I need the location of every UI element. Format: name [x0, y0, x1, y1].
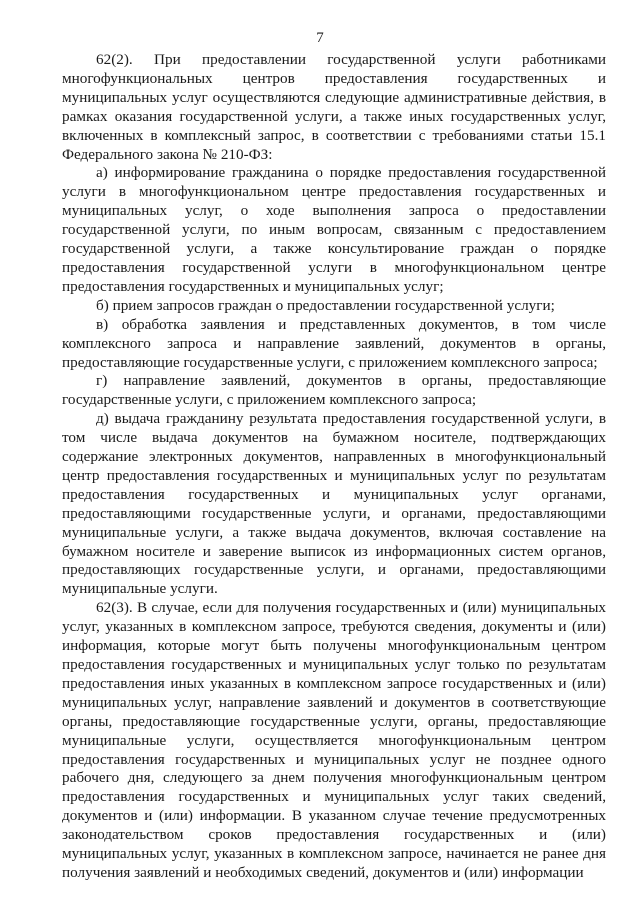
- document-body: [62, 51, 606, 883]
- paragraph-62-3: 62(3). В случае, если для получения государственных и (или) муниципальных услуг, указанных в комплексном запросе, требуются сведения, документы и (или) информация, которые могут быть получены многофункциональным центром предоставления государственных и муниципальных услуг только по результатам предоставления иных указанных в комплексном запросе государственных и (или) муниципальных услуг, направление заявлений и документов в соответствующие органы, предоставляющие государственные услуги, органы, предоставляющие муниципальные услуги, осуществляется многофункциональным центром предоставления государственных и муниципальных услуг не позднее одного рабочего дня, следующего за днем получения многофункциональным центром предоставления государственных и муниципальных услуг таких сведений, документов и (или) информации. В указанном случае течение предусмотренных законодательством сроков предоставления государственных и (или) муниципальных услуг, указанных в комплексном запросе, начинается не ранее дня получения заявлений и необходимых сведений, документов и (или) информации: [62, 599, 606, 881]
- list-item-g: г) направление заявлений, документов в органы, предоставляющие государственные услуги, с приложением комплексного запроса;: [62, 372, 606, 409]
- list-item-b: б) прием запросов граждан о предоставлении государственной услуги;: [96, 296, 555, 314]
- list-item-d: д) выдача гражданину результата предоставления государственной услуги, в том числе выдача документов на бумажном носителе, подтверждающих содержание электронных документов, направленных в многофункциональный центр предоставления государственных и муниципальных услуг по результатам предоставления государственных и муниципальных услуг органами, предоставляющими государственные услуги, и органами, предоставляющими муниципальные услуги, а также выдача документов, включая составление на бумажном носителе и заверение выписок из информационных систем органов, предоставляющих государственные услуги, и органами, предоставляющими муниципальные услуги.: [62, 410, 606, 598]
- paragraph-62-2: 62(2). При предоставлении государственной услуги работниками многофункциональных центров предоставления государственных и муниципальных услуг осуществляются следующие административные действия, в рамках оказания государственной услуги, а также иных государственных услуг, включенных в комплексный запрос, в соответствии с требованиями статьи 15.1 Федерального закона № 210-ФЗ:: [62, 51, 606, 163]
- list-item-a: а) информирование гражданина о порядке предоставления государственной услуги в многофункциональном центре предоставления государственных и муниципальных услуг, о ходе выполнения запроса о предоставлении государственной услуги, по иным вопросам, связанным с предоставлением государственной услуги, а также консультирование граждан о порядке предоставления государственной услуги в многофункциональном центре предоставления государственных и муниципальных услуг;: [62, 164, 606, 295]
- page-number: 7: [316, 30, 324, 46]
- list-item-v: в) обработка заявления и представленных документов, в том числе комплексного запроса и направление заявлений, документов в органы, предоставляющие государственные услуги, с приложением комплексного запроса;: [62, 315, 606, 371]
